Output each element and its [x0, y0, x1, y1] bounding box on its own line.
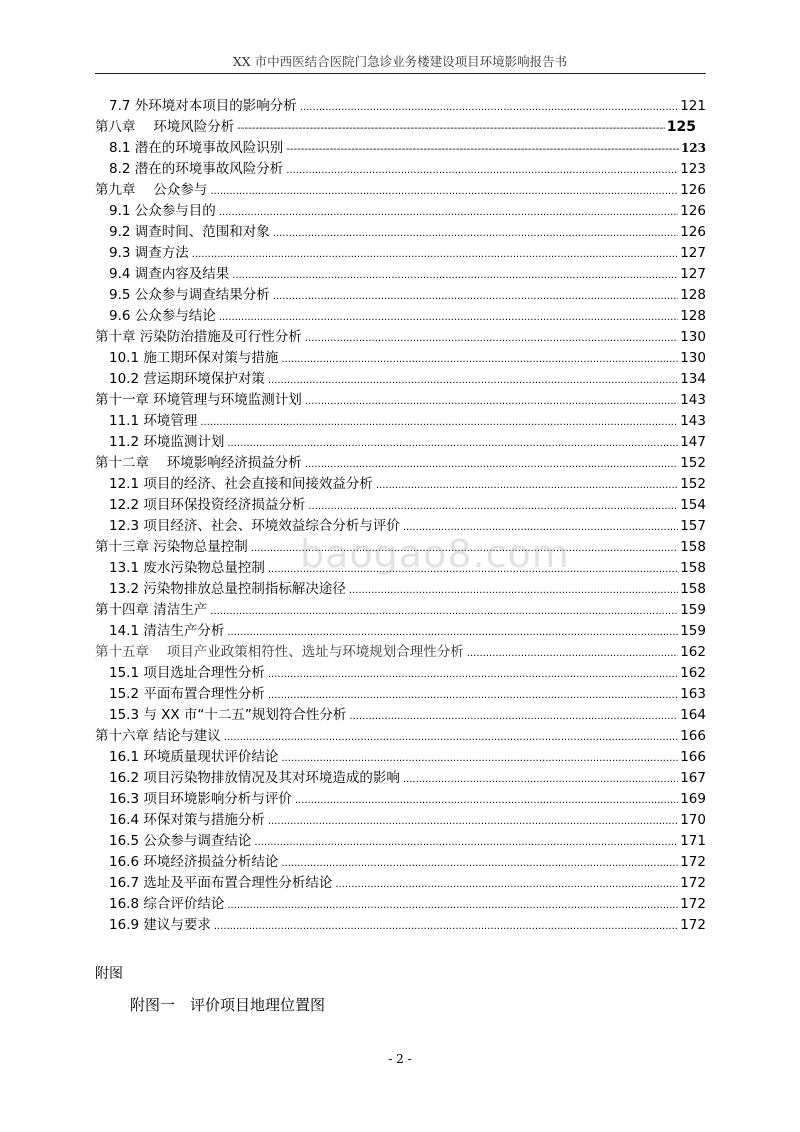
toc-entry-leader: [219, 312, 678, 323]
toc-entry-leader: [467, 648, 678, 659]
toc-entry-title: 第十六章 结论与建议: [95, 728, 221, 744]
toc-entry-page: 164: [680, 707, 706, 723]
toc-entry-leader: [268, 690, 678, 701]
toc-entry-title: 16.4 环保对策与措施分析: [109, 812, 265, 828]
toc-entry-title: 16.5 公众参与调查结论: [109, 833, 252, 849]
toc-entry-page: 130: [680, 329, 706, 345]
toc-entry-leader: [281, 753, 678, 764]
toc-entry-title: 16.2 项目污染物排放情况及其对环境造成的影响: [109, 770, 400, 786]
appendix-item: 附图一 评价项目地理位置图: [130, 996, 326, 1014]
toc-entry[interactable]: [95, 745, 706, 766]
toc-entry-title: 12.3 项目经济、社会、环境效益综合分析与评价: [109, 518, 400, 534]
toc-entry-title: 第十五章 项目产业政策相符性、选址与环境规划合理性分析: [95, 644, 464, 660]
toc-entry-title: 12.1 项目的经济、社会直接和间接效益分析: [109, 476, 373, 492]
toc-entry-page: 121: [680, 98, 706, 114]
toc-entry-page: 126: [680, 203, 706, 219]
toc-entry-title: 9.3 调查方法: [109, 245, 189, 261]
toc-entry-title: 10.1 施工期环保对策与措施: [109, 350, 279, 366]
toc-entry-title: 16.1 环境质量现状评价结论: [109, 749, 279, 765]
toc-entry[interactable]: [95, 871, 706, 892]
toc-entry-title: 15.3 与 XX 市“十二五”规划符合性分析: [109, 707, 347, 723]
toc-entry-page: 154: [680, 497, 706, 513]
toc-entry-leader: [273, 291, 678, 302]
toc-entry-page: 172: [680, 854, 706, 870]
toc-entry-page: 158: [680, 560, 706, 576]
toc-entry-page: 172: [680, 875, 706, 891]
toc-entry-leader: [210, 606, 678, 617]
toc-entry[interactable]: [95, 115, 706, 136]
toc-entry-title: 第十一章 环境管理与环境监测计划: [95, 392, 302, 408]
toc-entry-page: 172: [680, 896, 706, 912]
toc-entry-leader: [224, 732, 678, 743]
toc-entry-page: 158: [680, 539, 706, 555]
toc-entry-title: 第九章 公众参与: [95, 182, 208, 198]
toc-entry-title: 8.2 潜在的环境事故风险分析: [109, 161, 284, 177]
toc-entry-title: 9.5 公众参与调查结果分析: [109, 287, 270, 303]
toc-entry-page: 162: [680, 644, 706, 660]
header-divider: [95, 73, 706, 74]
toc-entry-title: 11.2 环境监测计划: [109, 434, 225, 450]
toc-entry[interactable]: [95, 829, 706, 850]
toc-entry-leader: [227, 900, 678, 911]
toc-entry[interactable]: [95, 619, 706, 640]
toc-entry-page: 127: [680, 266, 706, 282]
toc-entry[interactable]: [95, 241, 706, 262]
toc-entry-title: 第十三章 污染物总量控制: [95, 539, 248, 555]
toc-entry-page: 172: [680, 917, 706, 933]
toc-entry-page: 163: [680, 686, 706, 702]
toc-entry[interactable]: [95, 703, 706, 724]
toc-entry[interactable]: [95, 577, 706, 598]
toc-entry-page: 128: [680, 308, 706, 324]
toc-entry-page: 152: [680, 455, 706, 471]
toc-entry-title: 16.8 综合评价结论: [109, 896, 225, 912]
toc-entry[interactable]: [95, 136, 706, 157]
toc-entry-leader: [227, 438, 678, 449]
toc-entry-title: 第八章 环境风险分析: [95, 119, 235, 135]
table-of-contents: [95, 94, 706, 934]
toc-entry-page: 143: [680, 392, 706, 408]
toc-entry-page: 167: [680, 770, 706, 786]
toc-entry[interactable]: [95, 808, 706, 829]
toc-entry[interactable]: [95, 682, 706, 703]
toc-entry[interactable]: [95, 220, 706, 241]
toc-entry-leader: [214, 921, 678, 932]
toc-entry-title: 16.3 项目环境影响分析与评价: [109, 791, 292, 807]
toc-entry-leader: [305, 333, 678, 344]
toc-entry-title: 13.1 废水污染物总量控制: [109, 560, 265, 576]
toc-entry-leader: [273, 228, 678, 239]
toc-entry-title: 9.2 调查时间、范围和对象: [109, 224, 270, 240]
toc-entry-leader: [237, 123, 664, 134]
toc-entry-page: 158: [680, 581, 706, 597]
toc-entry[interactable]: [95, 451, 706, 472]
toc-entry-page: 127: [680, 245, 706, 261]
toc-entry-leader: [219, 207, 678, 218]
toc-entry-title: 第十二章 环境影响经济损益分析: [95, 455, 302, 471]
toc-entry[interactable]: [95, 262, 706, 283]
toc-entry[interactable]: [95, 850, 706, 871]
toc-entry-page: 159: [680, 623, 706, 639]
toc-entry[interactable]: [95, 724, 706, 745]
toc-entry-leader: [305, 396, 678, 407]
toc-entry-page: 171: [680, 833, 706, 849]
toc-entry-leader: [295, 795, 678, 806]
toc-entry[interactable]: [95, 178, 706, 199]
toc-entry-title: 11.1 环境管理: [109, 413, 198, 429]
toc-entry[interactable]: [95, 283, 706, 304]
toc-entry-page: 125: [666, 119, 696, 135]
page-number: - 2 -: [388, 1052, 412, 1066]
toc-entry-page: 170: [680, 812, 706, 828]
toc-entry-leader: [254, 837, 678, 848]
toc-entry-title: 16.6 环境经济损益分析结论: [109, 854, 279, 870]
toc-entry-title: 15.2 平面布置合理性分析: [109, 686, 265, 702]
toc-entry-title: 16.7 选址及平面布置合理性分析结论: [109, 875, 333, 891]
toc-entry-page: 130: [680, 350, 706, 366]
toc-entry-leader: [281, 354, 678, 365]
toc-entry-title: 7.7 外环境对本项目的影响分析: [109, 98, 297, 114]
toc-entry-page: 169: [680, 791, 706, 807]
toc-entry-title: 8.1 潜在的环境事故风险识别: [109, 140, 284, 156]
toc-entry-leader: [300, 102, 678, 113]
toc-entry-page: 166: [680, 749, 706, 765]
toc-entry-title: 15.1 项目选址合理性分析: [109, 665, 265, 681]
toc-entry-page: 152: [680, 476, 706, 492]
toc-entry[interactable]: [95, 304, 706, 325]
toc-entry-title: 9.1 公众参与目的: [109, 203, 216, 219]
toc-entry-leader: [335, 879, 678, 890]
toc-entry[interactable]: [95, 94, 706, 115]
toc-entry-leader: [286, 144, 679, 155]
toc-entry-leader: [227, 627, 678, 638]
toc-entry[interactable]: [95, 430, 706, 451]
toc-entry[interactable]: [95, 472, 706, 493]
toc-entry-page: 134: [680, 371, 706, 387]
toc-entry-leader: [308, 501, 678, 512]
toc-entry-leader: [210, 186, 678, 197]
toc-entry-leader: [376, 480, 678, 491]
appendix-heading: 附图: [95, 966, 123, 982]
toc-entry[interactable]: [95, 409, 706, 430]
toc-entry-title: 12.2 项目环保投资经济损益分析: [109, 497, 306, 513]
toc-entry-title: 9.6 公众参与结论: [109, 308, 216, 324]
toc-entry[interactable]: [95, 766, 706, 787]
toc-entry[interactable]: [95, 913, 706, 934]
toc-entry-page: 126: [680, 224, 706, 240]
toc-entry-page: 123: [680, 141, 706, 155]
toc-entry-page: 162: [680, 665, 706, 681]
toc-entry[interactable]: [95, 640, 706, 661]
toc-entry[interactable]: [95, 199, 706, 220]
toc-entry-leader: [281, 858, 678, 869]
toc-entry-page: 166: [680, 728, 706, 744]
toc-entry-leader: [305, 459, 678, 470]
toc-entry-title: 10.2 营运期环境保护对策: [109, 371, 265, 387]
toc-entry-title: 14.1 清洁生产分析: [109, 623, 225, 639]
toc-entry-leader: [200, 417, 678, 428]
toc-entry[interactable]: [95, 388, 706, 409]
toc-entry-leader: [192, 249, 678, 260]
toc-entry-page: 143: [680, 413, 706, 429]
toc-entry-leader: [232, 270, 678, 281]
toc-entry[interactable]: [95, 157, 706, 178]
toc-entry[interactable]: [95, 787, 706, 808]
toc-entry-title: 13.2 污染物排放总量控制指标解决途径: [109, 581, 346, 597]
toc-entry-page: 159: [680, 602, 706, 618]
toc-entry-page: 147: [680, 434, 706, 450]
toc-entry-leader: [403, 774, 678, 785]
toc-entry-leader: [268, 816, 678, 827]
toc-entry-page: 126: [680, 182, 706, 198]
toc-entry-leader: [349, 585, 678, 596]
watermark: baogao8.com: [300, 532, 570, 576]
toc-entry[interactable]: [95, 892, 706, 913]
toc-entry-page: 123: [680, 161, 706, 177]
toc-entry-page: 128: [680, 287, 706, 303]
toc-entry-leader: [286, 165, 678, 176]
toc-entry[interactable]: [95, 493, 706, 514]
toc-entry-title: 16.9 建议与要求: [109, 917, 211, 933]
toc-entry-title: 9.4 调查内容及结果: [109, 266, 230, 282]
toc-entry-title: 第十章 污染防治措施及可行性分析: [95, 329, 302, 345]
toc-entry[interactable]: [95, 598, 706, 619]
toc-entry[interactable]: [95, 325, 706, 346]
toc-entry[interactable]: [95, 346, 706, 367]
toc-entry-leader: [268, 375, 678, 386]
toc-entry-title: 第十四章 清洁生产: [95, 602, 208, 618]
toc-entry[interactable]: [95, 661, 706, 682]
toc-entry-leader: [349, 711, 678, 722]
page-header: XX 市中西医结合医院门急诊业务楼建设项目环境影响报告书: [232, 54, 568, 69]
toc-entry-leader: [268, 669, 678, 680]
toc-entry[interactable]: [95, 367, 706, 388]
toc-entry-page: 157: [680, 518, 706, 534]
